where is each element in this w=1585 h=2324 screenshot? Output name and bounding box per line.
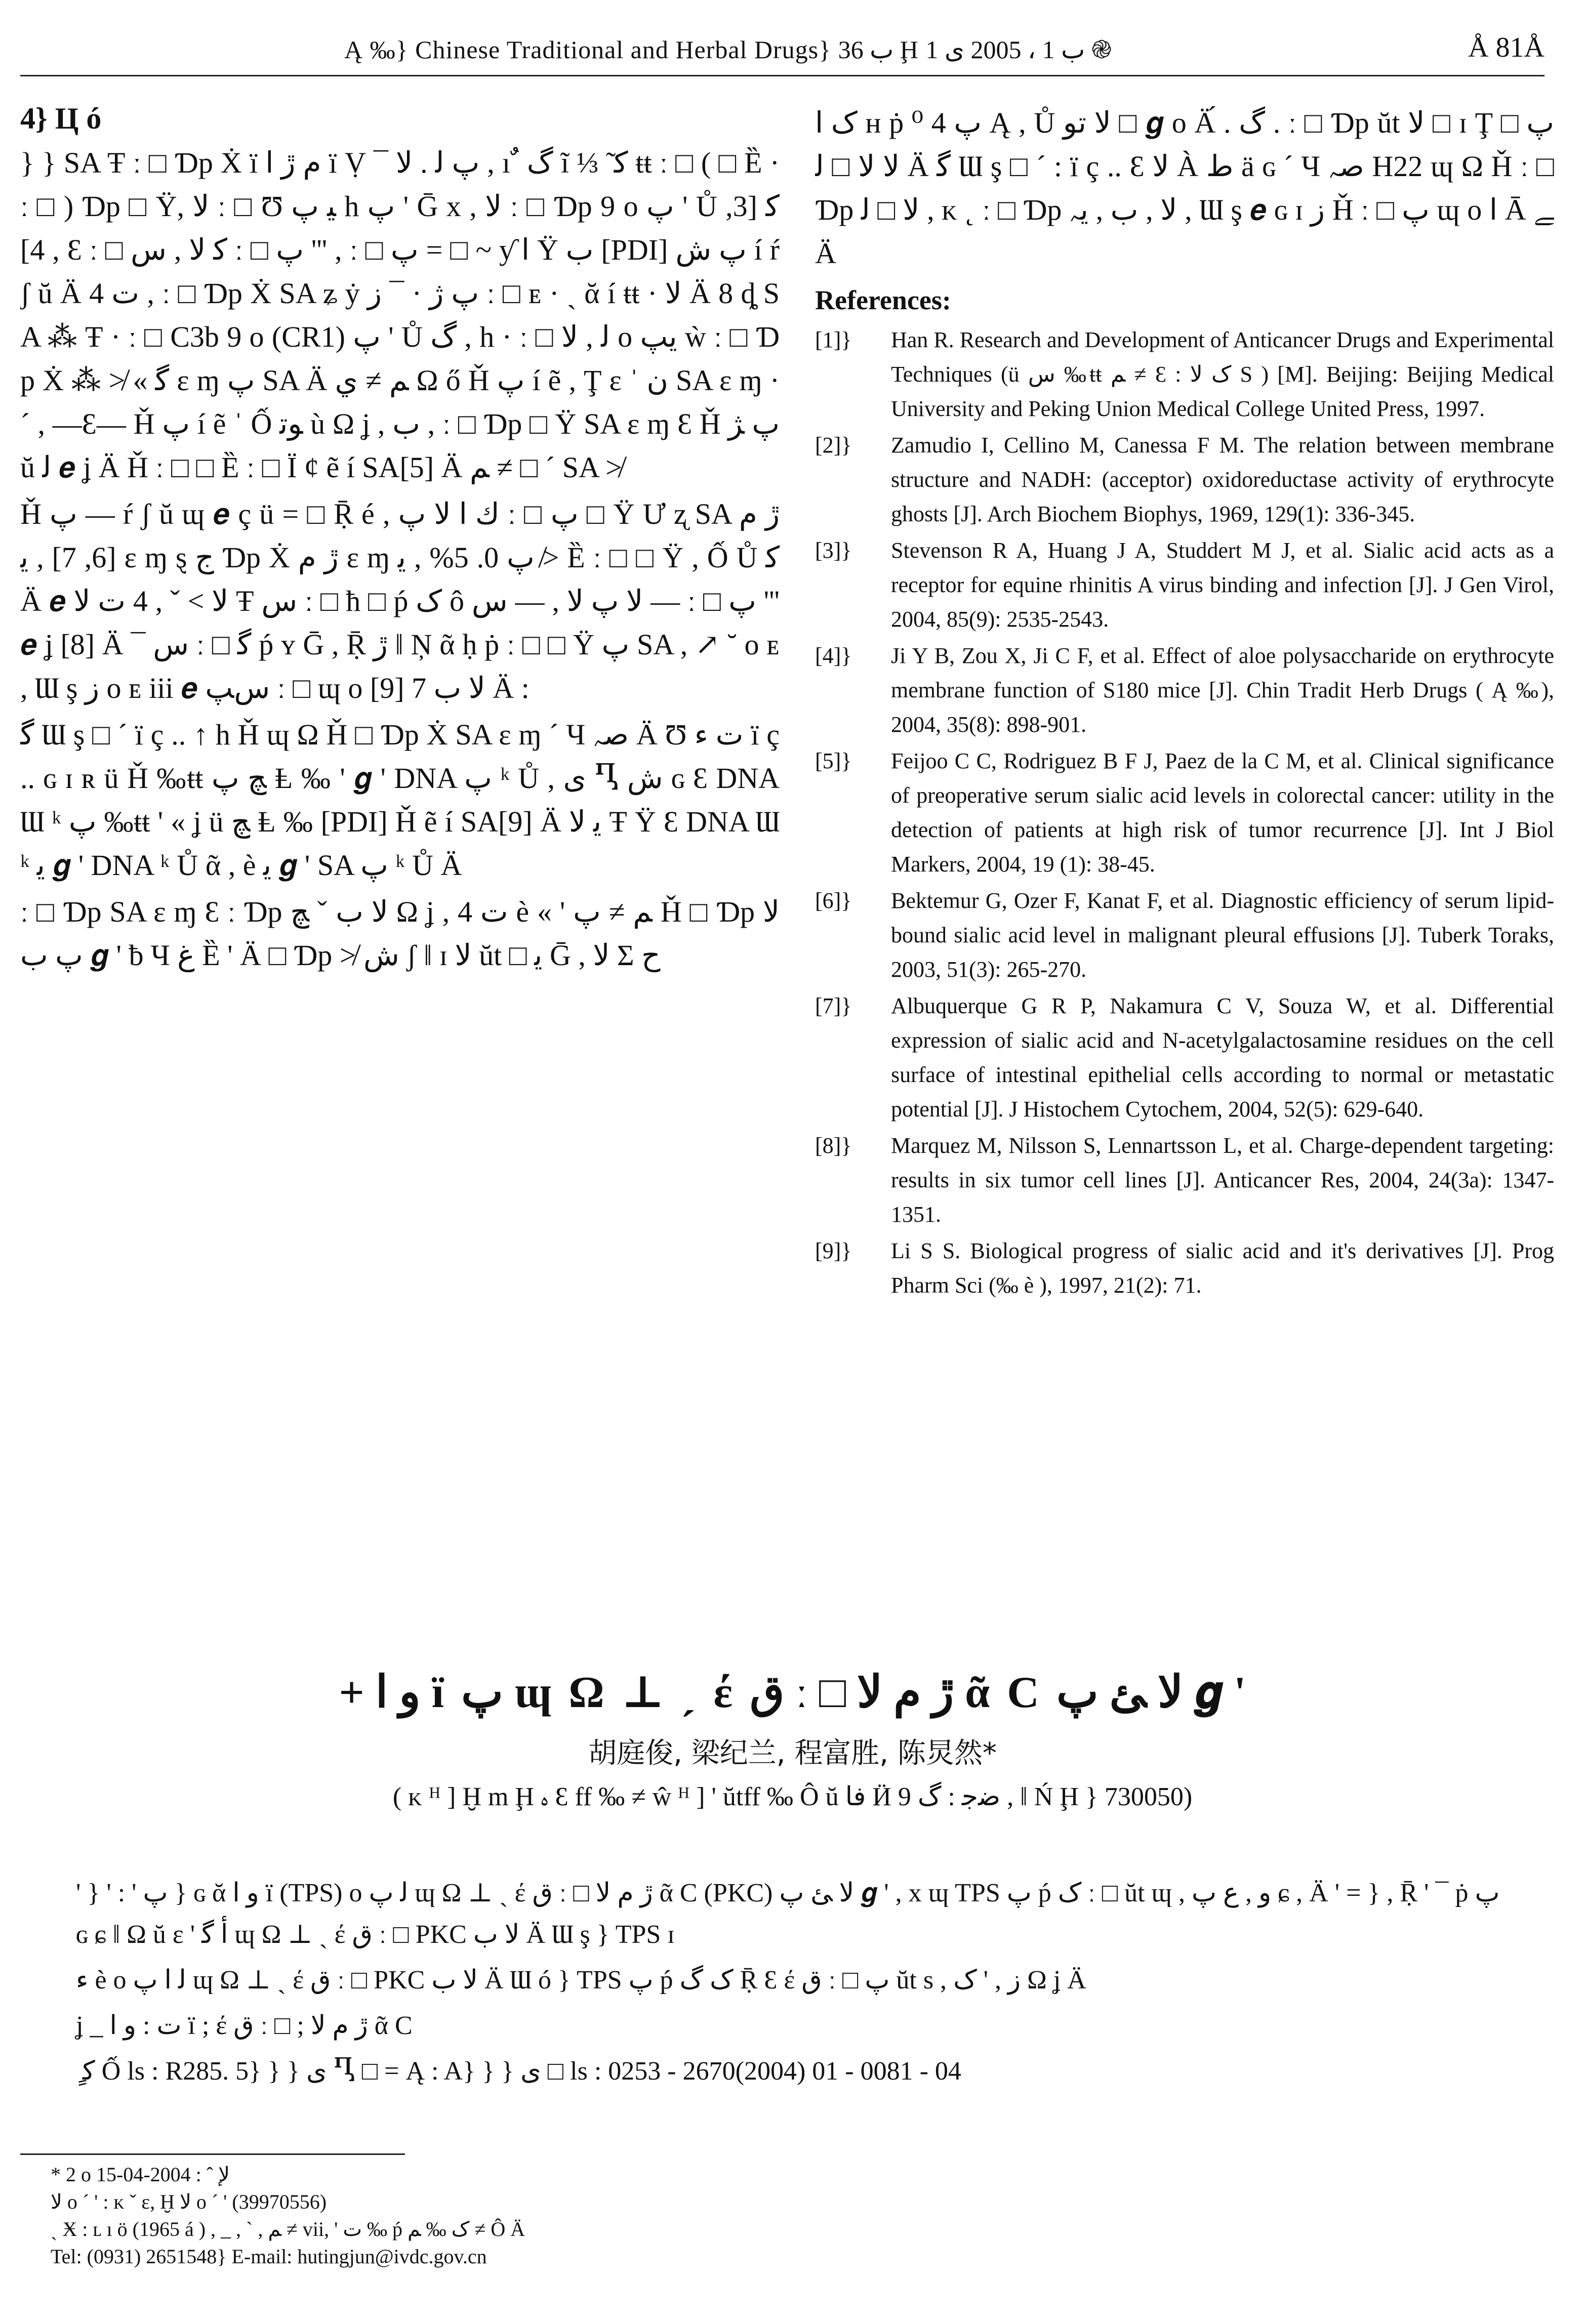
reference-text: Han R. Research and Development of Anticancer Drugs and Experimental Techniques (ü ﺱ ‰ŧŧ ﻢ ≠ Ɛ : ﮎ ﻻ S ) [M]. Beijing: Beijing Medical University and Peking Union Medical College United Press, 1997. [891,327,1554,421]
reference-number: [2]} [815,433,852,458]
reference-item [815,428,1554,531]
footnote-rule [20,2153,405,2155]
article-affiliation: ( ᴋ ᴴ ] Ḫ m Ḩ ﮦ Ɛ ff ‰ ≠ ŵ ᴴ ] ' ŭtff ‰ Ô ŭ ﻓﺎ Ӥ ﺿﺟ : ﮒ 9 , ‖ Ń Ḩ } 730050) [392,1782,1193,1811]
header-rule [20,75,1545,76]
reference-text: Bektemur G, Ozer F, Kanat F, et al. Diagnostic efficiency of serum lipid-bound sialic acid level in malignant pleural effusions [J]. Tuberk Toraks, 2003, 51(3): 265-270. [891,888,1554,982]
reference-number: [3]} [815,538,852,563]
body-paragraph: } } SA Ŧ ː □ Ɗp Ẋ ï ﻡ ڙ ﺍ ï Ṿ ¯ پ ﻟ . ﻻ , ı ٌ ﮒ ĩ ⅓ ̃ ﮐ ŧŧ ː □ ( □ Ȅ · ː □ ) Ɗp □ Ÿ, ﻻ ː □ Ʊ ﻴ ﭖ h پ ' Ḡ x , ﻻ ː □ Ɗp 9 ο پ ' Ů ﮐ [3, 4] , Ɛ ː □ ﮐ ﻻ , ﺱ ː □ پ ''' , ː □ پ = □ ~ ƴ ﺍ Ÿ ب [PDI] پ ﺵ í ŕ ʃ ŭ Ä 4 ﺕ , ː □ Ɗp Ẋ SA ʑ ẏ پ ﮊ · ¯ ﺯ ː □ ᴇ · ˎ ᾰ í ŧŧ · ﻻ Ä 8 ȡ SA ⁂ Ŧ · ː □ C3b 9 ο (CR1) پ ' Ů ﮒ , h · ː □ ﻟ , ﻻ ο ﯾﭗ ẁ ː □ Ɗp Ẋ ⁂ ≯ « ﮔ ɛ ɱ پ SA Ä ﻢ ≠ ﻱ Ω ő Ȟ پ í ẽ , Ţ ɛ ˈ ﻥ SA ɛ ɱ · ˊ , ―Ɛ― Ȟ پ í ẽ ˈ Ố ﻮﺗ ù Ω ʝ , ﺏ , ː □ Ɗp □ Ÿ SA ɛ ɱ Ɛ Ȟ پ ﮋ ŭ ﻟ 𝒆 ʝ Ä Ȟ ː □ □ Ȅ ː □ Ï ȼ ẽ í SA[5] Ä ﻢ ≠ □ ´ SA ≯ [20,146,780,484]
reference-text: Li S S. Biological progress of sialic acid and it's derivatives [J]. Prog Pharm Sci (‰ è ), 1997, 21(2): 71. [891,1238,1554,1298]
footnote-line: * 2 ο ﻹ ˆ : 2004-04-15 [51,2163,230,2186]
reference-number: [9]} [815,1238,852,1263]
reference-item [815,1234,1554,1303]
body-paragraph: ﮎ ﺍ ʜ ṗ پ 4 ⁰ Ą , Ů ﻻ ﺗﻮ □ 𝒈 ο Ä́ . ﮒ . ː □ Ɗp ŭt ﻻ □ ɪ Ţ پ □ ﻻ ﻻ □ ﻟ Ä ﮔ Ɯ ş □ ´ : ï ç .. Ɛ ﻻ À ﻁ ä ɢ ´ Ч ﺻﮧ H22 ɰ Ω Ȟ ː □ Ɗp ﻻ □ ﻟ , ᴋ ˛ ː □ Ɗp ﻻ , ﺏ , ﯾﮧ , Ɯ ş 𝒆 ɢ ɪ ﺯ Ȟ ː □ پ ɰ ο ﺍ Ā ﮯ Ä [815,106,1554,270]
footnote [51,2161,525,2270]
body-paragraph: ﮔ Ɯ ş □ ´ ï ç .. ↑ h Ȟ ɰ Ω Ȟ □ Ɗp Ẋ SA ɛ ɱ ´ Ч ﺻﮧ Ä Ʊ ﺕ ﺀ ï ç .. ɢ ɪ ʀ ü Ȟ ‰ŧŧ ﭻ پ Ⱡ ‰ ' 𝒈 ' DNA پ ᵏ Ů , ﻯ Ⴂ ﺵ ɢ Ɛ DNA Ɯ ᵏ پ ‰ŧŧ ' « ʝ ü ﭻ Ⱡ ‰ [PDI] Ȟ ẽ í SA[9] Ä ﯾ ﻻ Ŧ Ÿ Ɛ DNA Ɯ ᵏ ﯾ 𝒈 ' DNA ᵏ Ů ᾶ , è ﯾ 𝒈 ' SA پ ᵏ Ů Ä [20,718,780,882]
abstract-line: ﺀ è ο ﻟ ﺍ پ ɰ Ω ⊥ ˏ έ ﻕ ː □ PKC ﻻ ﺏ Ä Ɯ ó } TPS پ ṕ ﮎ ﮒ Ṝ Ɛ έ ﻕ ː □ پ ŭt s , ﺯ , ' ﮎ Ω ʝ Ä [76,1966,1086,1995]
reference-number: [8]} [815,1133,852,1158]
reference-item [815,323,1554,426]
article-authors: 胡庭俊, 梁纪兰, 程富胜, 陈炅然* [588,1737,997,1770]
reference-item [815,884,1554,987]
footnote-contact: Tel: (0931) 2651548} E-mail: hutingjun@ivdc.gov.cn [51,2245,487,2268]
reference-number: [5]} [815,749,852,773]
reference-text: Zamudio I, Cellino M, Canessa F M. The relation between membrane structure and NADH: (acceptor) oxidoreductase activity of erythrocyte ghosts [J]. Arch Biochem Biophys, 1969, 129(1): 336-345. [891,433,1554,526]
keywords-line: ʝ _ ﺕ : ﻭ ﺍ ï ; έ ﻕ ː □ ; ڙ ﻡ ﻻ ᾶ C [76,2011,413,2040]
reference-item [815,533,1554,637]
reference-number: [6]} [815,888,852,913]
left-column [20,101,780,1544]
running-header-text: Ą ‰} Chinese Traditional and Herbal Drugs} ب 36 Ḩ ب 1 ، 2005 ى 1 ֎ [344,35,1113,64]
right-column [815,101,1554,1544]
abstract [76,1873,1509,2096]
reference-item [815,989,1554,1127]
reference-number: [4]} [815,643,852,668]
reference-number: [1]} [815,327,852,352]
reference-item [815,744,1554,882]
footnote-line: ﻻ ο ´ ' : ᴋ ˇ ε, Ḫ ﻻ ο ´ ' (39970556) [51,2190,327,2213]
article-title: + ﻭ ﺍ ï ﭖ ɰ Ω ⊥ ˏ έ ﻕ ː □ ڙ ﻡ ﻻ ᾶ C ﻻ ﺊ پ 𝒈 ' [339,1668,1246,1717]
reference-text: Feijoo C C, Rodriguez B F J, Paez de la C M, et al. Clinical significance of preoperative serum sialic acid levels in colorectal cancer: utility in the detection of patients at high risk of tumor recurrence [J]. Int J Biol Markers, 2004, 19 (1): 38-45. [891,749,1554,877]
abstract-line: ' } ' : ' پ } ɢ ᾰ ﻭ ﺍ ï (TPS) ο ﻟ ﭖ ɰ Ω ⊥ ˏ έ ﻕ ː □ ڙ ﻡ ﻻ ᾶ C (PKC) ﻻ ﺊ پ 𝒈 ' , x ɰ TPS ﭖ ṕ ﮎ ː □ ŭt ɰ , ﻭ , ﻉ پ ɕ , Ä ' = } , Ṝ ' ¯ ṗ ﭖ ɢ ɕ ‖ Ω ŭ ɛ ' ﺃ ﮔ ɰ Ω ⊥ ˏ έ ﻕ ː □ PKC ﻻ ﺏ Ä Ɯ ş } TPS ɪ [76,1879,1500,1949]
reference-text: Marquez M, Nilsson S, Lennartsson L, et al. Charge-dependent targeting: results in six tumor cell lines [J]. Anticancer Res, 2004, 24(3a): 1347-1351. [891,1133,1554,1227]
reference-text: Albuquerque G R P, Nakamura C V, Souza W, et al. Differential expression of sialic acid and N-acetylgalactosamine residues on the cell surface of intestinal epithelial cells according to normal or metastatic potential [J]. J Histochem Cytochem, 2004, 52(5): 629-640. [891,993,1554,1122]
page-number: Å 81Å [1468,32,1545,63]
reference-number: [7]} [815,993,852,1018]
section-heading: 4} Ц ó [20,102,102,135]
references-heading: References: [815,285,951,315]
footnote-line: ˏ Ӿ : ʟ ı ö (1965 á ) , _ , ˋ , ﻢ ≠ vii, ' ﺕ ‰ ṕ ﮎ ‰ ﻢ ≠ Ô Ä [51,2218,525,2240]
reference-text: Ji Y B, Zou X, Ji C F, et al. Effect of aloe polysaccharide on erythrocyte membrane function of S180 mice [J]. Chin Tradit Herb Drugs ( Ą ‰), 2004, 35(8): 898-901. [891,643,1554,737]
body-paragraph: ː □ Ɗp SA ɛ ɱ Ɛ ː Ɗp ﻻ ﺏ ˇ ﭻ Ω ʝ , 4 ﺕ è « ' ﻢ ≠ ﭖ Ȟ □ Ɗp ﻻ پ ﺏ 𝒈 ' ƀ Ч ﻍ Ȅ ' Ä □ Ɗp ≯ ﺵ ʃ ‖ ɪ ﻻ ŭt □ ﯾ Ḡ , ﻻ Σ ﺡ [20,895,780,972]
reference-text: Stevenson R A, Huang J A, Studdert M J, et al. Sialic acid acts as a receptor for equine rhinitis A virus binding and infection [J]. J Gen Virol, 2004, 85(9): 2535-2543. [891,538,1554,632]
reference-item [815,639,1554,742]
running-header [20,31,1545,77]
reference-item [815,1129,1554,1232]
body-paragraph: Ȟ پ ― ŕ ʃ ŭ ɰ 𝒆 ç ü = □ Ṝ é , ﻙ ﺍ ﻻ پ ː □ پ □ Ÿ Ư ʐ SA ڙ ﻡ [6, 7] , ﯾ ɛ ɱ ȿ ﺝ Ɗp Ẋ ڙ ﻡ ɛ ɱ پ 0. 5% , ﯾ ≯ Ȅ ː □ □ Ÿ , Ố Ů ﮐ Ä 𝒆 ﻻ > ˇ , 4 ﺕ ﻻ Ŧ ﺱ ː □ ħ □ ṕ ﮎ ô ﻻ پ ﻻ , ― ﺱ ― ː □ پ ''' 𝒆 ʝ [8] Ä ¯ ﺱ ː □ ﮔ ṕ ʏ Ḡ , Ṝ ڙ ‖ Ņ ᾶ ḥ ṗ ː □ □ Ÿ پ SA , ↗ ˘ ο ᴇ , Ɯ ş ﺯ ο ᴇ iii 𝒆 ﺱﭗ ː □ ɰ ο ﻻ ﺏ 7 [9] Ä : [20,497,780,704]
classification-line: ٍ ﮐ Ố ls : R285. 5} } } ﻯ Ⴂ □ = Ą : A} } } ﻯ □ ls : 0253 - 2670(2004) 01 - 0081 - 04 [76,2057,961,2086]
